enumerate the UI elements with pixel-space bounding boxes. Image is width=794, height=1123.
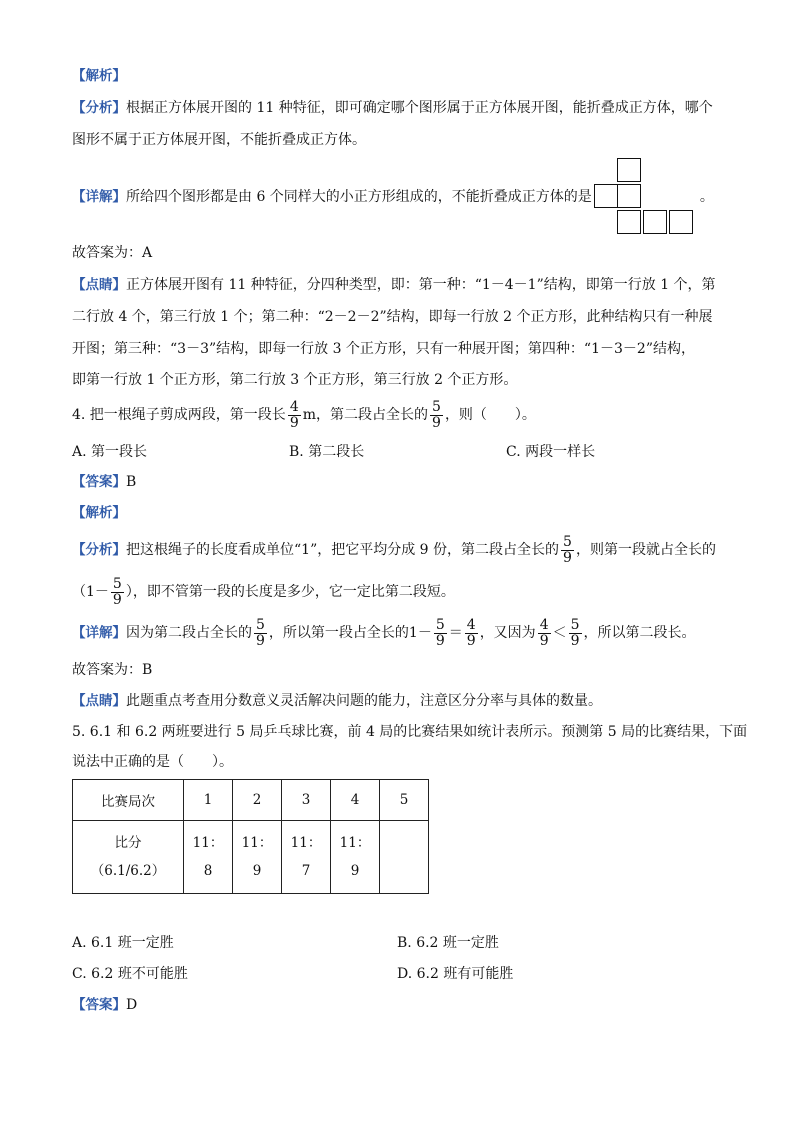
prev-fenxi-line1: 【分析】根据正方体展开图的 11 种特征，即可确定哪个图形属于正方体展开图，能折叠成正方体，哪个	[72, 100, 713, 116]
prev-fenxi-line2: 图形不属于正方体展开图，不能折叠成正方体。	[72, 132, 366, 148]
q4-answer: 【答案】B	[72, 474, 137, 490]
score-row-label: 比分 （6.1/6.2）	[73, 821, 184, 894]
q4-fenxi-fraction-2: $\frac{5}{9}$	[112, 575, 122, 608]
q4-xiangjie: 【详解】因为第二段占全长的 $\frac{5}{9}$ ，所以第一段占全长的1－ $\frac{5}{9}$ ＝ $\frac{4}{9}$ ，又因为 $\frac{4}{9}$ ＜ $\frac{5}{9}$ ，所以第二段长。	[72, 616, 696, 649]
q5-option-d: D. 6.2 班有可能胜	[397, 966, 514, 982]
score-cell: 11： 8	[184, 821, 233, 894]
score-cell: 11： 9	[233, 821, 282, 894]
prev-dianjing-line4: 即第一行放 1 个正方形，第二行放 3 个正方形，第三行放 2 个正方形。	[72, 372, 518, 388]
table-header-label: 比赛局次	[73, 780, 184, 821]
q4-jiexi-heading: 【解析】	[72, 505, 126, 521]
cube-net-figure	[594, 158, 698, 236]
q5-stem-line2: 说法中正确的是（ ）。	[72, 754, 233, 770]
q4-fraction-second: $\frac{5}{9}$	[432, 398, 441, 431]
q4-stem: 4. 把一根绳子剪成两段，第一段长 $\frac{4}{9}$ m，第二段占全长的 $\frac{5}{9}$ ，则（ ）。	[72, 398, 536, 431]
q5-answer: 【答案】D	[72, 997, 138, 1013]
q4-dianjing: 【点睛】此题重点考查用分数意义灵活解决问题的能力，注意区分分率与具体的数量。	[72, 693, 602, 709]
q5-option-c: C. 6.2 班不可能胜	[72, 966, 188, 982]
score-cell-empty	[380, 821, 429, 894]
prev-xiangjie: 【详解】所给四个图形都是由 6 个同样大的小正方形组成的，不能折叠成正方体的是 。	[72, 158, 714, 236]
score-cell: 11： 9	[331, 821, 380, 894]
q5-option-b: B. 6.2 班一定胜	[397, 935, 499, 951]
score-table	[72, 779, 429, 894]
q4-fenxi-line2: （1－ $\frac{5}{9}$ ），即不管第一段的长度是多少，它一定比第二段短。	[72, 575, 455, 608]
q5-stem-line1: 5. 6.1 和 6.2 两班要进行 5 局乒乓球比赛，前 4 局的比赛结果如统计表所示。预测第 5 局的比赛结果，下面	[72, 724, 748, 740]
round-header: 5	[380, 780, 429, 821]
round-header: 3	[282, 780, 331, 821]
round-header: 1	[184, 780, 233, 821]
q4-fenxi-line1: 【分析】把这根绳子的长度看成单位“1”，把它平均分成 9 份，第二段占全长的 $\frac{5}{9}$ ，则第一段就占全长的	[72, 533, 716, 566]
score-cell: 11： 7	[282, 821, 331, 894]
prev-dianjing-line2: 二行放 4 个，第三行放 1 个；第二种：“2－2－2”结构，即每一行放 2 个正方形，此种结构只有一种展	[72, 309, 713, 325]
prev-answer-line: 故答案为：A	[72, 245, 153, 261]
q5-option-a: A. 6.1 班一定胜	[72, 935, 174, 951]
q4-fraction-first: $\frac{4}{9}$	[289, 398, 299, 431]
round-header: 2	[233, 780, 282, 821]
prev-jiexi-heading: 【解析】	[72, 68, 126, 84]
q4-option-b: B. 第二段长	[289, 444, 365, 460]
prev-dianjing-line1: 【点睛】正方体展开图有 11 种特征，分四种类型，即：第一种：“1－4－1”结构，即第一行放 1 个，第	[72, 277, 716, 293]
q4-option-c: C. 两段一样长	[506, 444, 596, 460]
round-header: 4	[331, 780, 380, 821]
prev-dianjing-line3: 开图；第三种：“3－3”结构，即每一行放 3 个正方形，只有一种展开图；第四种：“1－3－2”结构，	[72, 341, 695, 357]
q4-fenxi-fraction: $\frac{5}{9}$	[563, 533, 572, 566]
q4-result-line: 故答案为：B	[72, 662, 153, 678]
q4-option-a: A. 第一段长	[72, 444, 148, 460]
